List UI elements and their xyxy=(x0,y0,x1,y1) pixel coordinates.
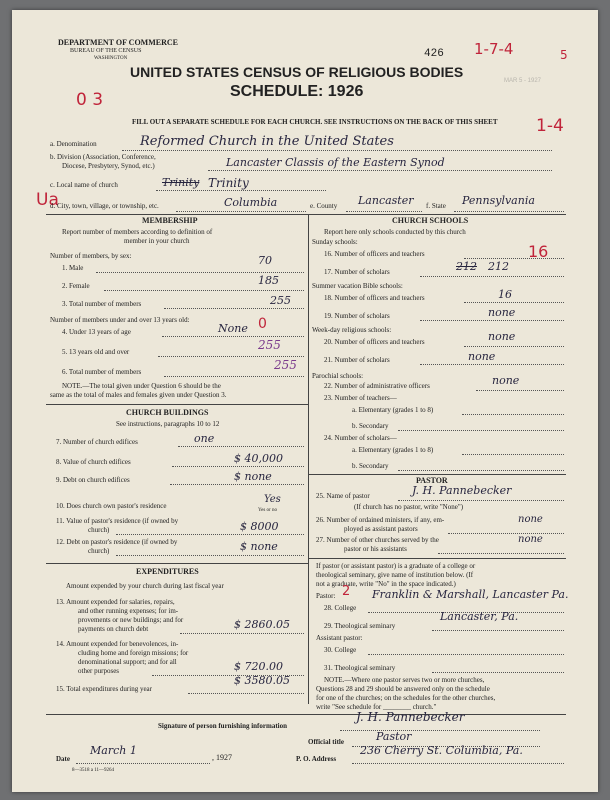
signature-label: Signature of person furnishing information xyxy=(158,722,287,730)
q8-value: $ 40,000 xyxy=(234,452,283,465)
county-label: e. County xyxy=(310,202,338,210)
q1-male-value: 70 xyxy=(258,254,272,267)
q31-seminary-label: 31. Theological seminary xyxy=(324,664,396,672)
denomination-label: a. Denomination xyxy=(50,140,97,148)
q2-line xyxy=(104,290,304,291)
pastor-subheading: Pastor: xyxy=(316,592,336,600)
city-value: Columbia xyxy=(224,196,278,209)
county-value: Lancaster xyxy=(358,194,414,207)
q7-line xyxy=(178,446,304,447)
q13-label-2: and other running expenses; for im- xyxy=(78,607,179,615)
schools-heading: CHURCH SCHOOLS xyxy=(392,216,469,225)
q19-label: 19. Number of scholars xyxy=(324,312,390,320)
red-annotation-left: 0 3 xyxy=(76,90,104,110)
expenditures-heading: EXPENDITURES xyxy=(136,567,199,576)
q14-value: $ 720.00 xyxy=(234,660,283,673)
q10-residence-value: Yes xyxy=(264,494,281,505)
q25-label: 25. Name of pastor xyxy=(316,492,370,500)
county-line xyxy=(346,211,422,212)
q20-label: 20. Number of officers and teachers xyxy=(324,338,425,346)
q22-label: 22. Number of administrative officers xyxy=(324,382,430,390)
church-name-struck: Trinity xyxy=(162,176,200,189)
q18-label: 18. Number of officers and teachers xyxy=(324,294,425,302)
q12-line xyxy=(116,555,304,556)
bureau-name: BUREAU OF THE CENSUS xyxy=(70,48,142,54)
graduate-note-3: not a graduate, write "No" in the space indicated.) xyxy=(316,580,456,588)
pastor-note-1: NOTE.—Where one pastor serves two or more churches, xyxy=(324,676,485,684)
department-name: DEPARTMENT OF COMMERCE xyxy=(58,38,179,47)
city-name: WASHINGTON xyxy=(94,56,128,61)
q24-label: 24. Number of scholars— xyxy=(324,434,397,442)
q20-line xyxy=(464,346,564,347)
members-by-sex-label: Number of members, by sex: xyxy=(50,252,132,260)
church-name-line xyxy=(156,190,326,191)
q17-struck-value: 212 xyxy=(456,260,477,273)
q11-value: $ 8000 xyxy=(240,520,279,533)
q7-edifices-value: one xyxy=(194,432,215,445)
q25-line xyxy=(398,500,564,501)
q18-value: 16 xyxy=(498,288,512,301)
pastor-note-4: write "See schedule for ________ church." xyxy=(316,703,437,711)
q16-line xyxy=(464,258,564,259)
q2-female-value: 185 xyxy=(258,274,279,287)
q15-total-label: 15. Total expenditures during year xyxy=(56,685,152,693)
q25-hint: (If church has no pastor, write "None") xyxy=(354,503,464,511)
q26-label-2: ployed as assistant pastors xyxy=(344,525,418,533)
q3-line xyxy=(164,308,304,309)
date-line xyxy=(76,763,210,764)
q27-label-2: pastor or his assistants xyxy=(344,545,407,553)
state-value: Pennsylvania xyxy=(462,194,535,207)
members-by-age-label: Number of members under and over 13 years old: xyxy=(50,316,190,324)
address-line xyxy=(352,763,564,764)
q16-red-mark: 16 xyxy=(528,242,549,261)
q26-line xyxy=(448,533,564,534)
signature-line xyxy=(340,730,540,731)
date-value: March 1 xyxy=(90,744,137,757)
graduate-note-2: theological seminary, give name of institution below. (If xyxy=(316,571,474,579)
q28-college-label: 28. College xyxy=(324,604,357,612)
census-schedule-form xyxy=(12,10,598,792)
membership-heading: MEMBERSHIP xyxy=(142,216,198,225)
q7-edifices-label: 7. Number of church edifices xyxy=(56,438,138,446)
q1-line xyxy=(96,272,304,273)
division-label-1: b. Division (Association, Conference, xyxy=(50,153,156,161)
red-annotation-top: 1-7-4 xyxy=(474,40,514,58)
print-code: 8—3518 a 11—9264 xyxy=(72,768,115,773)
church-name-value: Trinity xyxy=(208,176,249,190)
q5-line xyxy=(158,356,304,357)
q29-seminary-value: Lancaster, Pa. xyxy=(440,610,519,623)
q13-value: $ 2860.05 xyxy=(234,618,290,631)
q15-line xyxy=(188,693,304,694)
form-title: UNITED STATES CENSUS OF RELIGIOUS BODIES xyxy=(130,64,464,80)
signature-value: J. H. Pannebecker xyxy=(356,710,465,724)
q4-under13-label: 4. Under 13 years of age xyxy=(62,328,131,336)
buildings-subheading: See instructions, paragraphs 10 to 12 xyxy=(116,420,220,428)
q30-line xyxy=(368,654,564,655)
q23b-line xyxy=(398,430,564,431)
buildings-bottom-rule xyxy=(46,563,308,564)
q13-label-4: payments on church debt xyxy=(78,625,149,633)
q8-line xyxy=(172,466,304,467)
form-subtitle: SCHEDULE: 1926 xyxy=(230,83,364,100)
q23b-label: b. Secondary xyxy=(352,422,389,430)
q19-line xyxy=(420,320,564,321)
q24a-label: a. Elementary (grades 1 to 8) xyxy=(352,446,434,454)
q26-label-1: 26. Number of ordained ministers, if any, em- xyxy=(316,516,445,524)
section-top-rule xyxy=(46,214,566,215)
denomination-line xyxy=(122,150,552,151)
q4-line xyxy=(162,336,304,337)
q22-value: none xyxy=(492,374,520,387)
section-bottom-rule xyxy=(46,714,566,715)
q14-label-1: 14. Amount expended for benevolences, in- xyxy=(56,640,179,648)
q12-label-1: 12. Debt on pastor's residence (if owned by xyxy=(56,538,178,546)
column-divider xyxy=(308,214,309,704)
division-label-2: Diocese, Presbytery, Synod, etc.) xyxy=(62,162,155,170)
date-label: Date xyxy=(56,755,70,763)
q19-value: none xyxy=(488,306,516,319)
q14-label-4: other purposes xyxy=(78,667,120,675)
q29-seminary-label: 29. Theological seminary xyxy=(324,622,396,630)
membership-note-1: NOTE.—The total given under Question 6 should be the xyxy=(62,382,221,390)
q28-red-mark: 2 xyxy=(342,584,351,599)
q4-under13-value: None xyxy=(218,322,248,335)
membership-intro-2: member in your church xyxy=(124,237,190,245)
q13-line xyxy=(180,633,304,634)
q9-debt-label: 9. Debt on church edifices xyxy=(56,476,130,484)
city-line xyxy=(176,211,306,212)
graduate-note-1: If pastor (or assistant pastor) is a graduate of a college or xyxy=(316,562,476,570)
schools-bottom-rule xyxy=(308,474,566,475)
q16-label: 16. Number of officers and teachers xyxy=(324,250,425,258)
denomination-value: Reformed Church in the United States xyxy=(140,134,394,149)
q3-total-label: 3. Total number of members xyxy=(62,300,142,308)
q27-value: none xyxy=(518,534,543,545)
q18-line xyxy=(464,302,564,303)
q27-label-1: 27. Number of other churches served by the xyxy=(316,536,439,544)
pastor-note-3: for one of the churches; on the schedules for the other churches, xyxy=(316,694,496,702)
red-mark: Ua xyxy=(36,190,59,210)
q24b-label: b. Secondary xyxy=(352,462,389,470)
q20-value: none xyxy=(488,330,516,343)
q17-line xyxy=(420,276,564,277)
division-line xyxy=(208,170,552,171)
q21-label: 21. Number of scholars xyxy=(324,356,390,364)
address-label: P. O. Address xyxy=(296,755,337,763)
q10-residence-label: 10. Does church own pastor's residence xyxy=(56,502,167,510)
pastor-note-2: Questions 28 and 29 should be answered only on the schedule xyxy=(316,685,490,693)
q21-line xyxy=(420,364,564,365)
q14-label-3: denominational support; and for all xyxy=(78,658,177,666)
q10-hint: Yes or no xyxy=(258,508,277,513)
official-title-value: Pastor xyxy=(376,730,412,743)
q23a-label: a. Elementary (grades 1 to 8) xyxy=(352,406,434,414)
division-value: Lancaster Classis of the Eastern Synod xyxy=(226,156,445,169)
q12-label-2: church) xyxy=(88,547,110,555)
q13-label-1: 13. Amount expended for salaries, repairs, xyxy=(56,598,175,606)
parochial-schools-label: Parochial schools: xyxy=(312,372,364,380)
q3-total-value: 255 xyxy=(270,294,291,307)
q27-line xyxy=(438,553,564,554)
q11-line xyxy=(116,534,304,535)
q22-line xyxy=(476,390,564,391)
q11-label-1: 11. Value of pastor's residence (if owned by xyxy=(56,517,179,525)
pastor-rule xyxy=(308,558,566,559)
q23a-line xyxy=(462,414,564,415)
red-annotation-right: 1-4 xyxy=(536,116,564,136)
date-year: , 1927 xyxy=(212,753,232,762)
q6-total-label: 6. Total number of members xyxy=(62,368,142,376)
q2-female-label: 2. Female xyxy=(62,282,90,290)
membership-note-2: same as the total of males and females given under Question 3. xyxy=(50,391,227,399)
schools-intro: Report here only schools conducted by this church xyxy=(324,228,466,236)
membership-intro-1: Report number of members according to definition of xyxy=(62,228,213,236)
vacation-schools-label: Summer vacation Bible schools: xyxy=(312,282,403,290)
red-annotation-corner: 5 xyxy=(560,48,568,62)
q11-label-2: church) xyxy=(88,526,110,534)
q31-line xyxy=(432,672,564,673)
q26-value: none xyxy=(518,514,543,525)
q4-red-mark: 0 xyxy=(258,316,267,332)
form-number: 426 xyxy=(424,48,444,60)
q9-debt-value: $ none xyxy=(234,470,272,483)
received-stamp: MAR 5 - 1927 xyxy=(504,78,542,84)
state-label: f. State xyxy=(426,202,446,210)
pastor-heading: PASTOR xyxy=(416,476,448,485)
q9-line xyxy=(170,484,304,485)
official-title-label: Official title xyxy=(308,738,344,746)
expenditures-subheading: Amount expended by your church during last fiscal year xyxy=(66,582,224,590)
sunday-schools-label: Sunday schools: xyxy=(312,238,358,246)
q1-male-label: 1. Male xyxy=(62,264,84,272)
q30-college-label: 30. College xyxy=(324,646,357,654)
buildings-heading: CHURCH BUILDINGS xyxy=(126,408,209,417)
membership-bottom-rule xyxy=(46,404,308,405)
city-label: d. City, town, village, or township, etc. xyxy=(50,202,159,210)
q12-value: $ none xyxy=(240,540,278,553)
assistant-pastor-subheading: Assistant pastor: xyxy=(316,634,363,642)
q13-label-3: provements or new buildings; and for xyxy=(78,616,184,624)
weekday-schools-label: Week-day religious schools: xyxy=(312,326,392,334)
q21-value: none xyxy=(468,350,496,363)
q25-value: J. H. Pannebecker xyxy=(412,484,512,497)
q17-label: 17. Number of scholars xyxy=(324,268,390,276)
q15-value: $ 3580.05 xyxy=(234,674,290,687)
q29-line xyxy=(432,630,564,631)
q5-over13-label: 5. 13 years old and over xyxy=(62,348,130,356)
q24a-line xyxy=(462,454,564,455)
form-instruction: FILL OUT A SEPARATE SCHEDULE FOR EACH CHURCH. SEE INSTRUCTIONS ON THE BACK OF THIS SHEET xyxy=(132,118,498,126)
q17-value: 212 xyxy=(488,260,509,273)
q6-line xyxy=(164,376,304,377)
address-value: 236 Cherry St. Columbia, Pa. xyxy=(360,744,523,757)
q28-college-value: Franklin & Marshall, Lancaster Pa. xyxy=(372,588,569,601)
q14-label-2: cluding home and foreign missions; for xyxy=(78,649,189,657)
q5-over13-value: 255 xyxy=(258,338,281,352)
q6-total-value: 255 xyxy=(274,358,297,372)
q24b-line xyxy=(398,470,564,471)
q8-value-label: 8. Value of church edifices xyxy=(56,458,131,466)
q23-label: 23. Number of teachers— xyxy=(324,394,397,402)
church-name-label: c. Local name of church xyxy=(50,181,118,189)
state-line xyxy=(454,211,564,212)
